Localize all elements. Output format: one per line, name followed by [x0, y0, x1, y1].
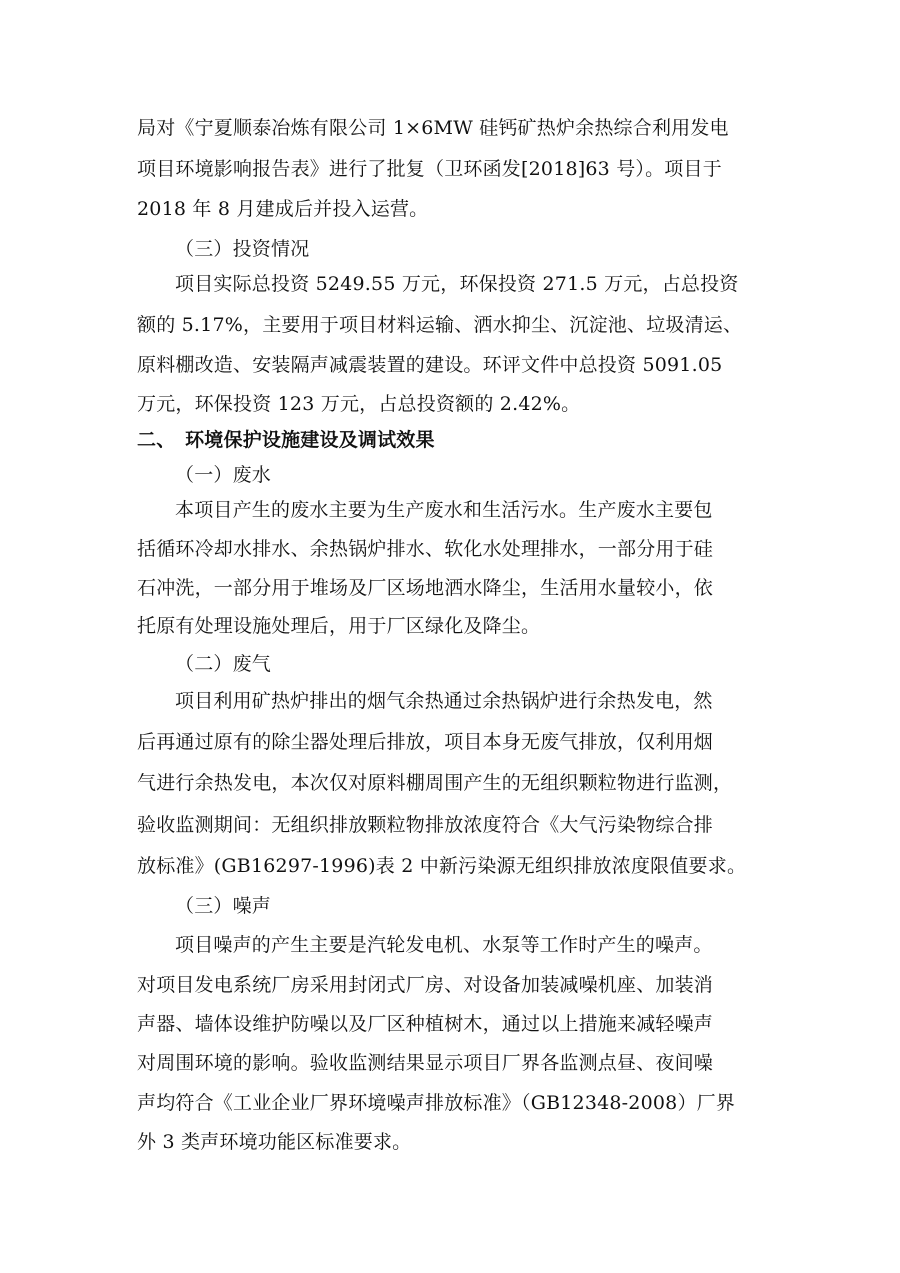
paragraph-line: 项目噪声的产生主要是汽轮发电机、水泵等工作时产生的噪声。: [175, 934, 713, 956]
paragraph-line: 局对《宁夏顺泰冶炼有限公司 1×6MW 硅钙矿热炉余热综合利用发电: [137, 117, 729, 139]
section-heading-noise: （三）噪声: [175, 895, 272, 917]
paragraph-line: 石冲洗，一部分用于堆场及厂区场地洒水降尘，生活用水量较小，依: [137, 577, 714, 599]
paragraph-line: 后再通过原有的除尘器处理后排放，项目本身无废气排放，仅利用烟: [137, 731, 714, 753]
section-heading-exhaust-gas: （二）废气: [175, 653, 272, 675]
paragraph-line: 对周围环境的影响。验收监测结果显示项目厂界各监测点昼、夜间噪: [137, 1052, 714, 1074]
paragraph-line: 气进行余热发电，本次仅对原料棚周围产生的无组织颗粒物进行监测，: [137, 772, 733, 794]
paragraph-line: 额的 5.17%，主要用于项目材料运输、洒水抑尘、沉淀池、垃圾清运、: [137, 314, 743, 336]
paragraph-line: 项目环境影响报告表》进行了批复（卫环函发[2018]63 号）。项目于: [137, 158, 722, 180]
paragraph-line: 括循环冷却水排水、余热锅炉排水、软化水处理排水，一部分用于硅: [137, 538, 714, 560]
paragraph-line: 放标准》(GB16297-1996)表 2 中新污染源无组织排放浓度限值要求。: [137, 855, 747, 877]
paragraph-line: 项目利用矿热炉排出的烟气余热通过余热锅炉进行余热发电，然: [175, 690, 713, 712]
paragraph-line: 对项目发电系统厂房采用封闭式厂房、对设备加装减噪机座、加装消: [137, 974, 714, 996]
paragraph-line: 声器、墙体设维护防噪以及厂区种植树木，通过以上措施来减轻噪声: [137, 1013, 714, 1035]
paragraph-line: 本项目产生的废水主要为生产废水和生活污水。生产废水主要包: [175, 499, 713, 521]
paragraph-line: 验收监测期间：无组织排放颗粒物排放浓度符合《大气污染物综合排: [137, 814, 714, 836]
paragraph-line: 项目实际总投资 5249.55 万元，环保投资 271.5 万元，占总投资: [175, 273, 739, 295]
paragraph-line: 托原有处理设施处理后，用于厂区绿化及降尘。: [137, 615, 541, 637]
paragraph-line: 声均符合《工业企业厂界环境噪声排放标准》（GB12348-2008）厂界: [137, 1092, 736, 1114]
paragraph-line: 原料棚改造、安装隔声减震装置的建设。环评文件中总投资 5091.05: [137, 354, 723, 376]
section-heading-investment: （三）投资情况: [175, 238, 310, 260]
chapter-heading: 二、 环境保护设施建设及调试效果: [137, 429, 435, 451]
paragraph-line: 2018 年 8 月建成后并投入运营。: [137, 198, 429, 220]
paragraph-line: 万元，环保投资 123 万元，占总投资额的 2.42%。: [137, 393, 581, 415]
paragraph-line: 外 3 类声环境功能区标准要求。: [137, 1131, 412, 1153]
section-heading-wastewater: （一）废水: [175, 464, 272, 486]
